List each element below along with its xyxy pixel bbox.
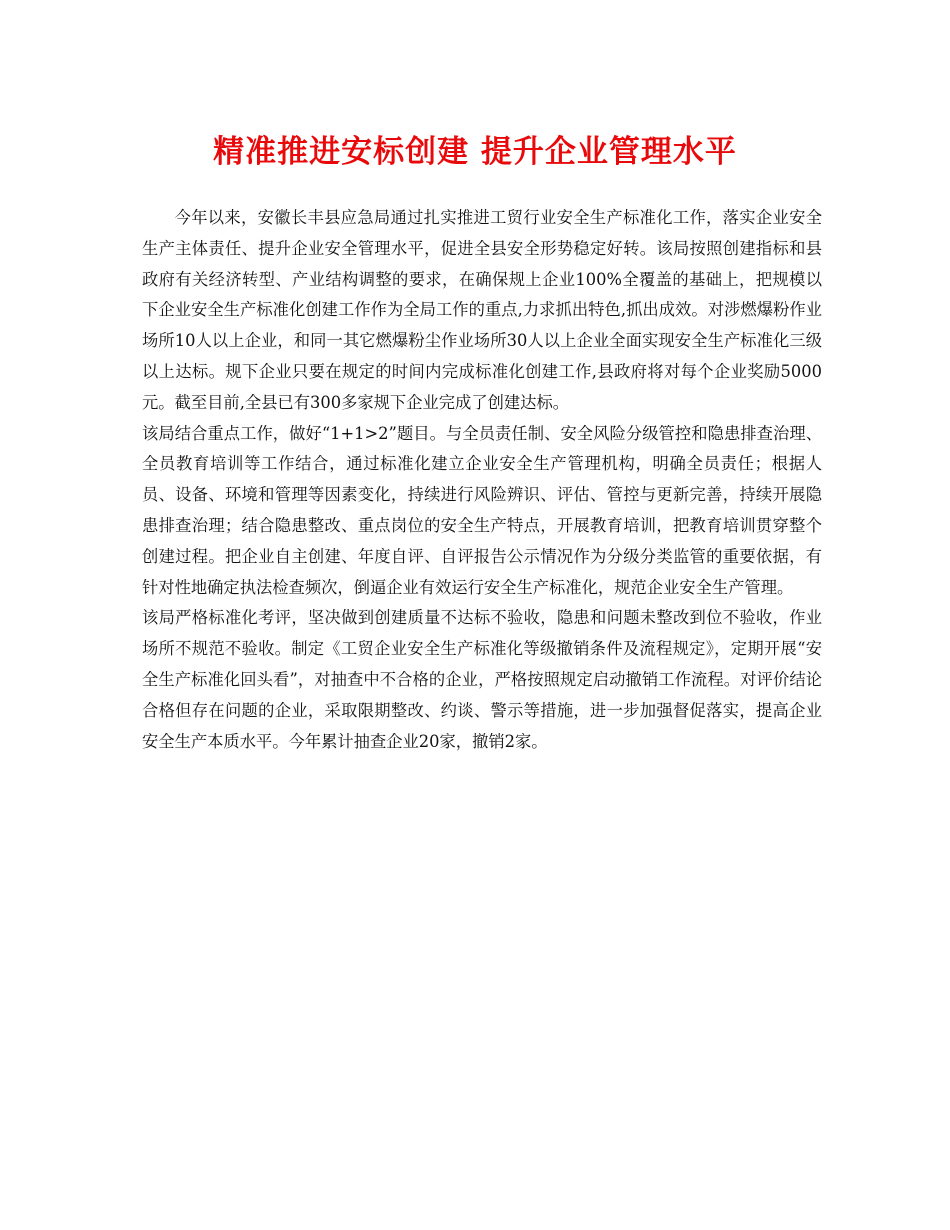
paragraph-2: 该局结合重点工作，做好“1+1>2”题目。与全员责任制、安全风险分级管控和隐患排查治理、全员教育培训等工作结合，通过标准化建立企业安全生产管理机构，明确全员责任；根据人员、设备、环境和管理等因素变化，持续进行风险辨识、评估、管控与更新完善，持续开展隐患排查治理；结合隐患整改、重点岗位的安全生产特点，开展教育培训，把教育培训贯穿整个创建过程。把企业自主创建、年度自评、自评报告公示情况作为分级分类监管的重要依据，有针对性地确定执法检查频次，倒逼企业有效运行安全生产标准化，规范企业安全生产管理。 — [142, 423, 822, 597]
paragraph-1: 今年以来，安徽长丰县应急局通过扎实推进工贸行业安全生产标准化工作，落实企业安全生产主体责任、提升企业安全管理水平，促进全县安全形势稳定好转。该局按照创建指标和县政府有关经济转型、产业结构调整的要求，在确保规上企业100%全覆盖的基础上，把规模以下企业安全生产标准化创建工作作为全局工作的重点,力求抓出特色,抓出成效。对涉燃爆粉作业场所10人以上企业，和同一其它燃爆粉尘作业场所30人以上企业全面实现安全生产标准化三级以上达标。规下企业只要在规定的时间内完成标准化创建工作,县政府将对每个企业奖励5000元。截至目前,全县已有300多家规下企业完成了创建达标。 — [142, 208, 822, 412]
paragraph-3: 该局严格标准化考评，坚决做到创建质量不达标不验收，隐患和问题未整改到位不验收，作业场所不规范不验收。制定《工贸企业安全生产标准化等级撤销条件及流程规定》，定期开展“安全生产标准化回头看”，对抽查中不合格的企业，严格按照规定启动撤销工作流程。对评价结论合格但存在问题的企业，采取限期整改、约谈、警示等措施，进一步加强督促落实，提高企业安全生产本质水平。今年累计抽查企业20家，撤销2家。 — [142, 608, 822, 751]
document-title: 精准推进安标创建 提升企业管理水平 — [213, 134, 737, 170]
document-body — [142, 203, 822, 757]
